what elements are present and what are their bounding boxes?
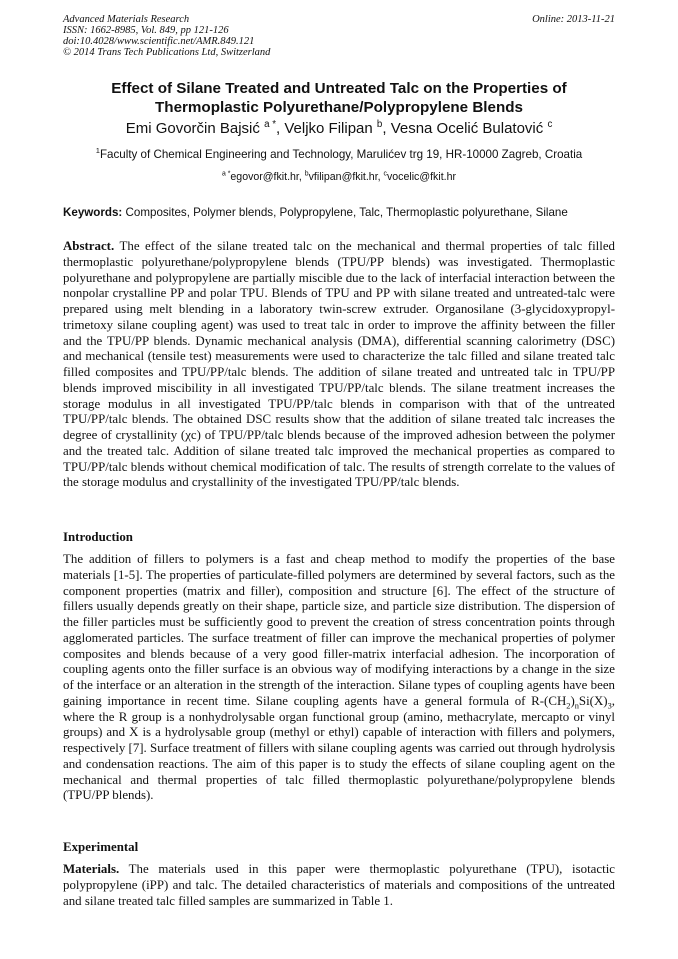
materials-paragraph [63,862,615,909]
affiliation-sup: 1 [95,146,100,156]
materials-label: Materials. [63,862,120,876]
author-name: Vesna Ocelić Bulatović [390,120,544,137]
affiliation-text: Faculty of Chemical Engineering and Technology, Marulićev trg 19, HR-10000 Zagreb, Croatia [99,148,583,161]
doi-line: doi:10.4028/www.scientific.net/AMR.849.121 [63,36,255,47]
keywords-text: Composites, Polymer blends, Polypropylene, Talc, Thermoplastic polyurethane, Silane [125,206,568,219]
email-link[interactable]: egovor@fkit.hr [230,171,299,183]
title-line-2: Thermoplastic Polyurethane/Polypropylene Blends [155,99,523,116]
author-sup: a * [264,119,276,130]
journal-name: Advanced Materials Research [63,14,190,25]
intro-text-part: , where the R group is a nonhydrolysable organ functional group (amino, methacrylate, mercapto or vinyl groups) and X is a hydrolysable group (methyl or ethyl) capable of interaction with fillers and polymers, respectively [7]. Surface treatment of fillers with silane coupling agents was carried out through hydrolysis and condensation reactions. The aim of this paper is to study the effects of silane coupling agent on the mechanical and thermal properties of talc filled thermoplastic polyurethane/polypropylene blends (TPU/PP blends). [63,693,615,803]
author-name: Veljko Filipan [284,120,373,137]
abstract-text: The effect of the silane treated talc on the mechanical and thermal properties of talc filled thermoplastic polyurethane/polypropylene blends (TPU/PP blends) was investigated. Thermoplastic polyurethane and polypropylene are partially miscible due to the lack of interfacial interaction between the nonpolar crystalline PP and polar TPU. Blends of TPU and PP with silane treated and untreated-talc were prepared using melt blending in a laboratory twin-screw extruder. Organosilane (3-glycidoxypropyl-trimetoxy silane coupling agent) was used to treat talc in order to improve the affinity between the filler and the TPU/PP blends. Dynamic mechanical analysis (DMA), differential scanning calorimetry (DSC) and mechanical (tensile test) measurements were used to characterize the talc filled and silane treated talc filled composites and TPU/PP/talc blends. The addition of silane treated and untreated talc in TPU/PP blends improved miscibility in all investigated TPU/PP/talc blends. The silane treatment increases the storage modulus in all investigated TPU/PP/talc blends in comparison with that of the untreated TPU/PP/talc blends. The obtained DSC results show that the addition of silane treated talc increases the degree of crystallinity (χc) of TPU/PP/talc blends because of the improved adhesion between the polymer and the treated talc. Addition of silane treated talc improved the mechanical properties as compared to TPU/PP/talc blends without chemical modification of talc. The results of strength correlate to the values of the storage modulus and crystallinity of the investigated TPU/PP/talc blends. [63,239,615,490]
introduction-text [63,552,615,804]
author-list: Emi Govorčin Bajsić $^{a *}$, Veljko Filipan $^b$, Vesna Ocelić Bulatović $^c$ [125,119,553,137]
abstract-label: Abstract. [63,239,115,253]
email-list: $^{a *}$egovor@fkit.hr, $^b$vfilipan@fkit.hr, $^c$vocelic@fkit.hr [221,170,457,183]
issn-line: ISSN: 1662-8985, Vol. 849, pp 121-126 [63,25,229,36]
keywords [63,206,615,220]
title-line-1: Effect of Silane Treated and Untreated Talc on the Properties of [111,80,567,97]
silane-formula: $R-(CH_2)_nSi(X)_3$ [531,693,612,711]
author-sup: b [376,119,383,130]
author-sup: c [547,119,553,130]
email-link[interactable]: vocelic@fkit.hr [386,171,457,183]
paper-title [63,79,615,117]
intro-text-part: The addition of fillers to polymers is a fast and cheap method to modify the properties of the base materials [1-5]. The properties of particulate-filled polymers are determined by several factors, such as the component properties (matrix and filler), composition and structure [6]. The effect of the structure of fillers usually depends greatly on their shape, particle size, and particle size distribution. The dispersion of the filler particles must be sufficiently good to prevent the creation of stress concentration points through agglomerated particles. The surface treatment of filler can improve the mechanical properties of polymer composites and blends because of a very good filler-matrix interfacial adhesion. The incorporation of coupling agents onto the filler surface is an obvious way of modifying interactions by a change in the size of the interface or an alteration in the strength of the interaction. Silane types of coupling agents have been gaining importance in recent time. Silane coupling agents have a general formula of [63,552,615,708]
author-name: Emi Govorčin Bajsić [125,120,260,137]
materials-text: The materials used in this paper were thermoplastic polyurethane (TPU), isotactic polypropylene (iPP) and talc. The detailed characteristics of materials and compositions of the untreated and silane treated talc filled samples are summarized in Table 1. [63,862,616,908]
online-date: Online: 2013-11-21 [532,14,615,25]
email-sup: b [304,170,309,178]
affiliation [63,148,615,162]
section-heading-experimental: Experimental [63,840,139,854]
email-sup: a * [221,170,231,178]
journal-header [63,14,270,58]
abstract [63,239,615,491]
email-link[interactable]: vfilipan@fkit.hr [308,171,378,183]
keywords-label: Keywords: [63,206,123,219]
email-sup: c [383,170,387,178]
copyright-line: © 2014 Trans Tech Publications Ltd, Switzerland [63,47,271,58]
section-heading-introduction: Introduction [63,530,133,544]
